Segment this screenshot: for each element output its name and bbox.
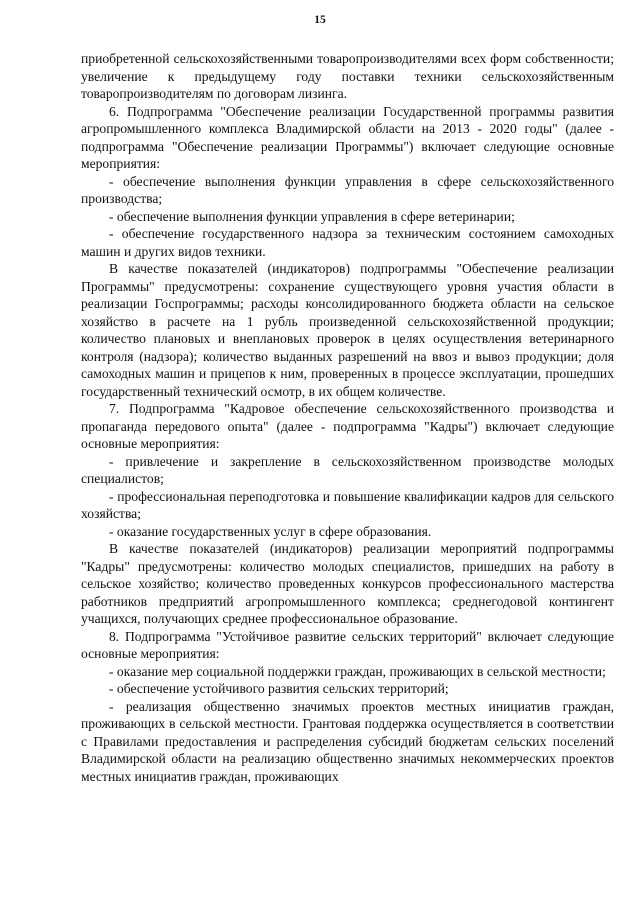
paragraph: 7. Подпрограмма "Кадровое обеспечение сельскохозяйственного производства и пропаганда передового опыта" (далее - подпрограмма "Кадры") включает следующие основные мероприятия:	[81, 401, 614, 451]
paragraph: В качестве показателей (индикаторов) подпрограммы "Обеспечение реализации Программы" предусмотрены: сохранение существующего уровня участия области в реализации Госпрограммы; расходы консолидированного бюджета области на сельское хозяйство в расчете на 1 рубль произведенной сельскохозяйственной продукции; количество плановых и внеплановых проверок в целях осуществления ветеринарного контроля (надзора); количество выданных разрешений на ввоз и вывоз продукции; доля самоходных машин и прицепов к ним, проверенных в процессе эксплуатации, прошедших государственный технический осмотр, в их общем количестве.	[81, 261, 614, 399]
paragraph: приобретенной сельскохозяйственными товаропроизводителями всех форм собственности; увеличение к предыдущему году поставки техники сельскохозяйственным товаропроизводителям по договорам лизинга.	[81, 51, 614, 101]
paragraph: - обеспечение государственного надзора за техническим состоянием самоходных машин и других видов техники.	[81, 226, 614, 259]
paragraph: - обеспечение выполнения функции управления в сфере ветеринарии;	[109, 208, 515, 224]
paragraph: - обеспечение выполнения функции управления в сфере сельскохозяйственного производства;	[81, 173, 614, 206]
paragraph: - реализация общественно значимых проектов местных инициатив граждан, проживающих в сельской местности. Грантовая поддержка осуществляется в соответствии с Правилами предоставления и распределения субсидий бюджетам сельских поселений Владимирской области на реализацию общественно значимых некоммерческих проектов местных инициатив граждан, проживающих	[81, 698, 614, 784]
paragraph: 8. Подпрограмма "Устойчивое развитие сельских территорий" включает следующие основные мероприятия:	[81, 628, 614, 661]
paragraph: - оказание государственных услуг в сфере образования.	[109, 523, 432, 539]
document-body	[81, 50, 614, 785]
paragraph: - профессиональная переподготовка и повышение квалификации кадров для сельского хозяйства;	[81, 488, 614, 521]
paragraph: В качестве показателей (индикаторов) реализации мероприятий подпрограммы "Кадры" предусмотрены: количество молодых специалистов, пришедших на работу в сельское хозяйство; количество проведенных конкурсов профессионального мастерства работников предприятий агропромышленного комплекса; среднегодовой контингент учащихся, получающих среднее профессиональное образование.	[81, 541, 614, 626]
paragraph: - привлечение и закрепление в сельскохозяйственном производстве молодых специалистов;	[81, 453, 614, 486]
page-number: 15	[314, 14, 326, 26]
paragraph: 6. Подпрограмма "Обеспечение реализации Государственной программы развития агропромышленного комплекса Владимирской области на 2013 - 2020 годы" (далее - подпрограмма "Обеспечение реализации Программы") включает следующие основные мероприятия:	[81, 103, 614, 171]
paragraph: - обеспечение устойчивого развития сельских территорий;	[109, 681, 449, 696]
paragraph: - оказание мер социальной поддержки граждан, проживающих в сельской местности;	[109, 663, 606, 679]
